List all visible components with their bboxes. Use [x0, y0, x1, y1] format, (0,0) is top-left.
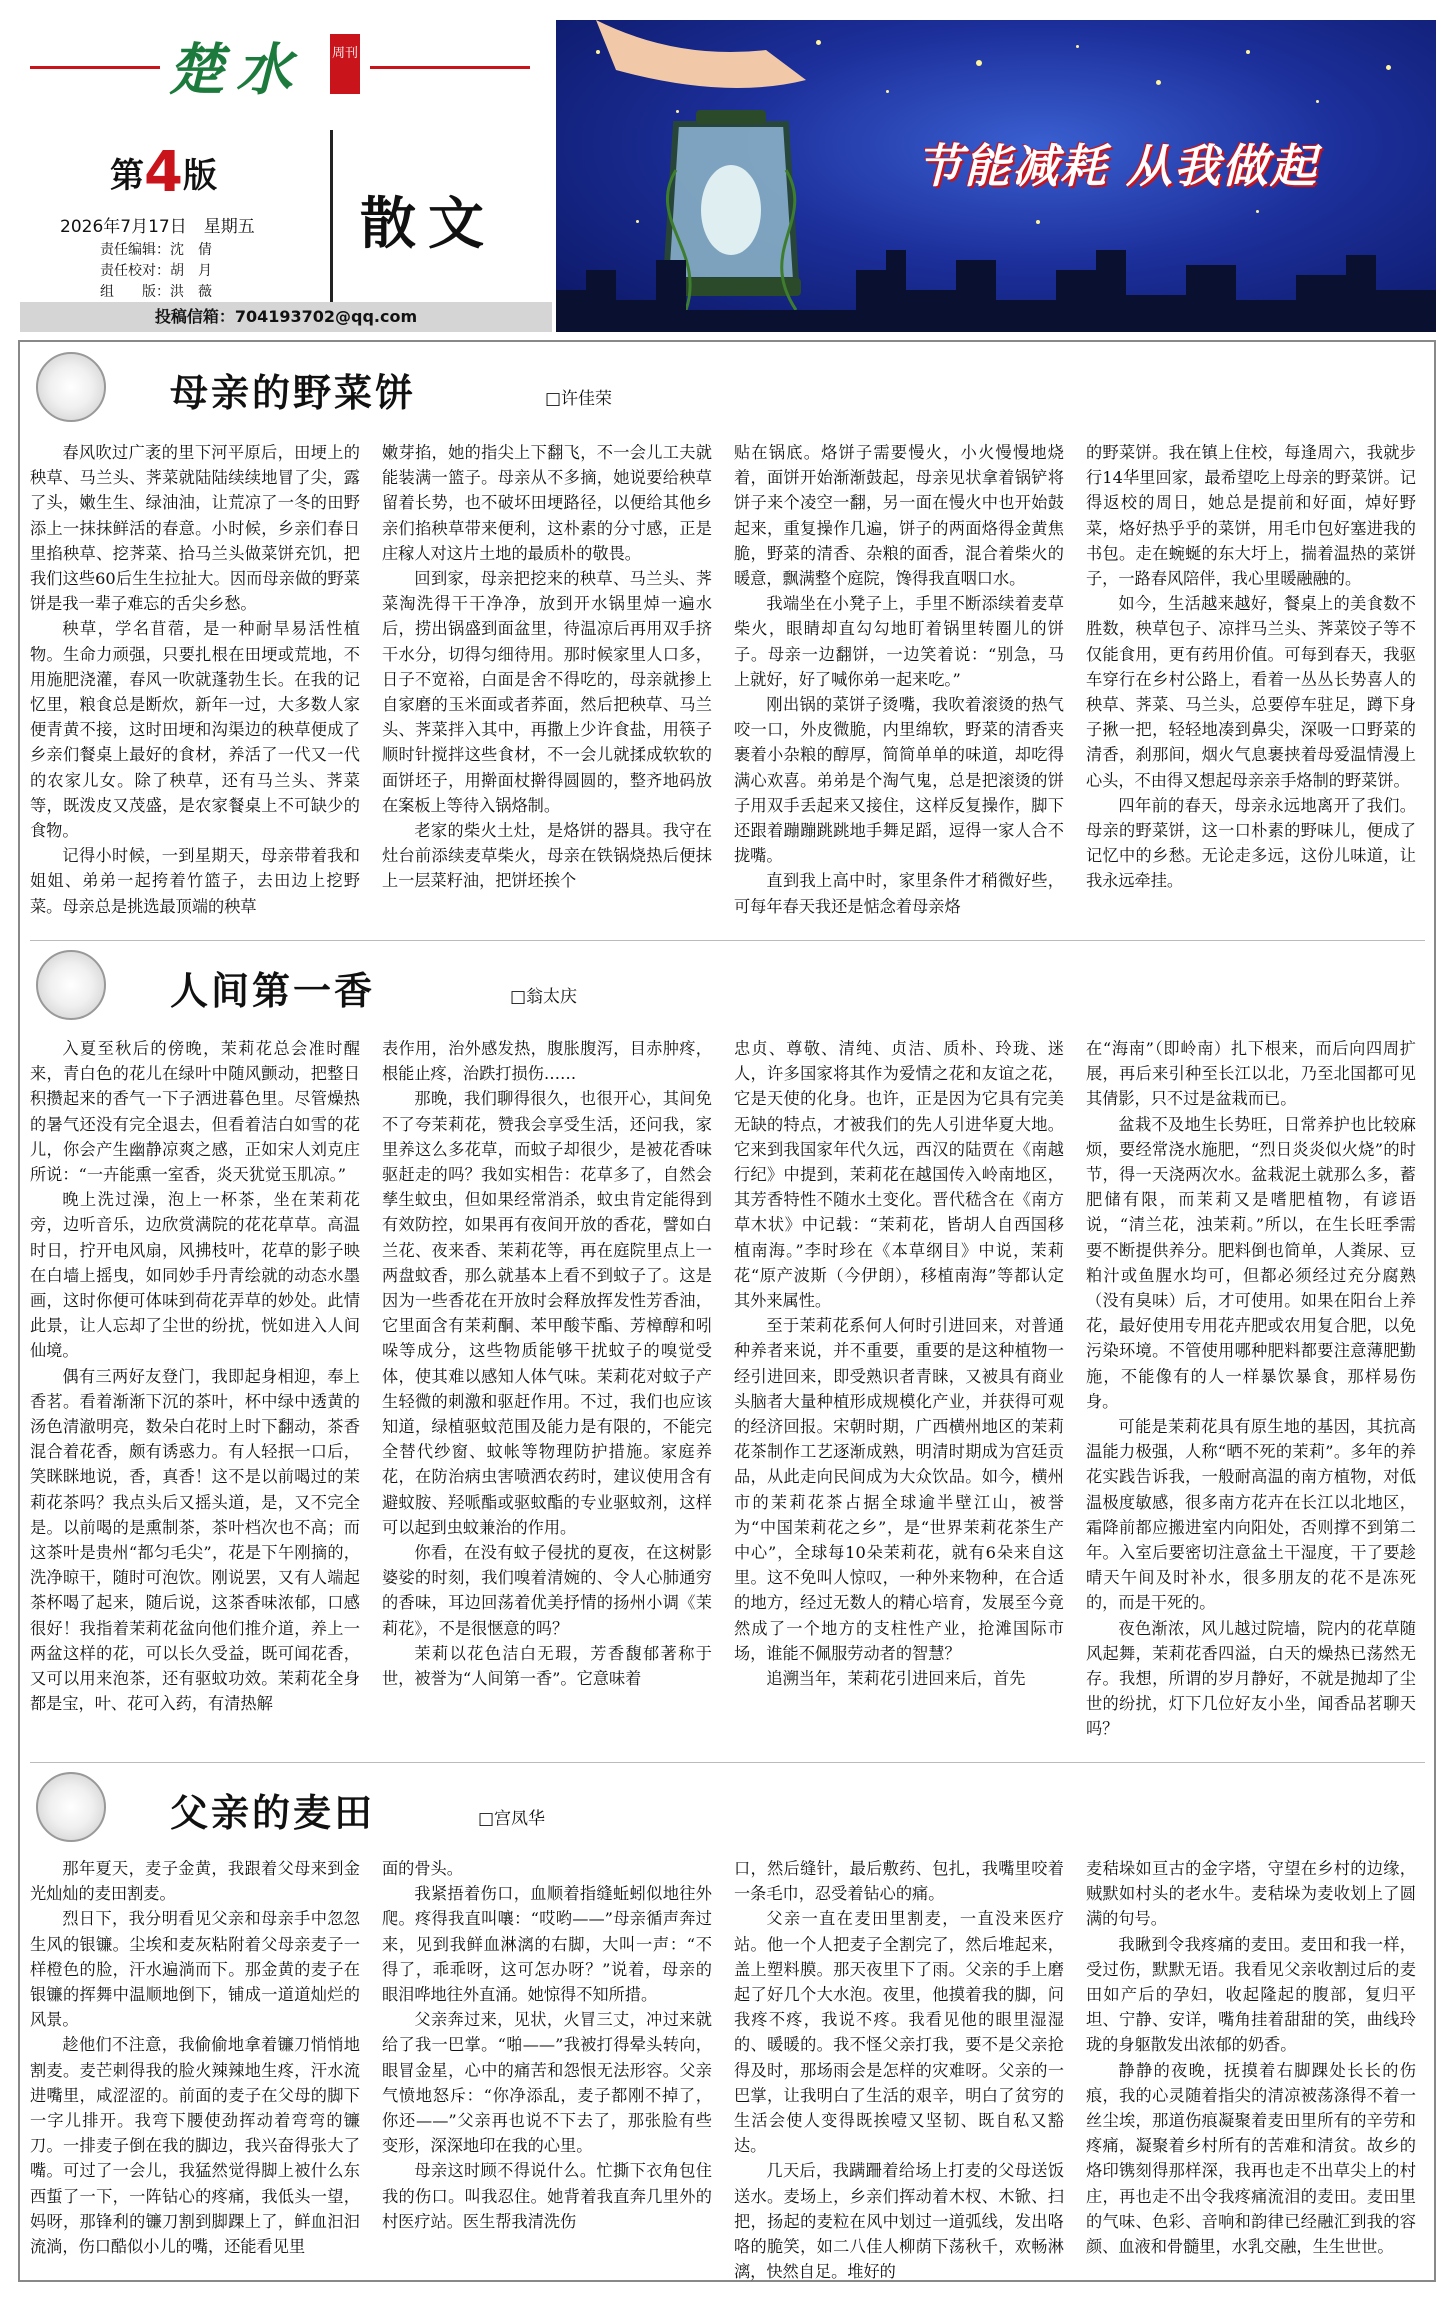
- article-title: 人间第一香: [170, 969, 376, 1013]
- section-rule: [30, 1762, 1425, 1763]
- paragraph: 四年前的春天，母亲永远地离开了我们。母亲的野菜饼，这一口朴素的野味儿，便成了记忆中的乡愁。无论走多远，这份儿味道，让我永远牵挂。: [1086, 795, 1416, 891]
- flower-icon: [36, 950, 106, 1020]
- paragraph: 盆栽不及地生长势旺，日常养护也比较麻烦，要经常浇水施肥，“烈日炎炎似火烧”的时节，得一天浇两次水。盆栽泥土就那么多，蓄肥储有限，而茉莉又是嗜肥植物，有谚语说，“清兰花，浊茉莉。”所以，在生长旺季需要不断提供养分。肥料倒也简单，人粪尿、豆粕汁或鱼腥水均可，但都必须经过充分腐熟（没有臭味）后，才可使用。如果在阳台上养花，最好使用专用花卉肥或农用复合肥，以免污染环境。不管使用哪种肥料都要注意薄肥勤施，不能像有的人一样暴饮暴食，那样易伤身。: [1086, 1114, 1416, 1411]
- article-author: □宫凤华: [478, 1809, 546, 1829]
- editor-chief: 责任编辑：沈 倩: [100, 242, 212, 258]
- submission-email[interactable]: 投稿信箱：704193702@qq.com: [20, 302, 552, 332]
- section-title: 散文: [360, 191, 496, 257]
- paragraph: 可能是茉莉花具有原生地的基因，其抗高温能力极强，人称“晒不死的茉莉”。多年的养花实践告诉我，一般耐高温的南方植物，对低温极度敏感，很多南方花卉在长江以北地区，霜降前都应搬进室内向阳处，否则撑不到第二年。入室后要密切注意盆土干湿度，干了要趁晴天午间及时补水，很多朋友的花不是冻死的，而是干死的。: [1086, 1417, 1416, 1613]
- paragraph: 父亲奔过来，见状，火冒三丈，冲过来就给了我一巴掌。“啪——”我被打得晕头转向，眼冒金星，心中的痛苦和怨恨无法形容。父亲气愤地怒斥：“你净添乱，麦子都刚不掉了，你还——”父亲再也说不下去了，那张脸有些变形，深深地印在我的心里。: [382, 2010, 712, 2156]
- paragraph: 记得小时候，一到星期天，母亲带着我和姐姐、弟弟一起挎着竹篮子，去田边上挖野菜。母亲总是挑选最顶端的秧草: [30, 846, 360, 916]
- issue-date: 2026年7月17日 星期五: [60, 217, 255, 237]
- page-number: 第4版: [110, 140, 217, 205]
- paragraph: 我端坐在小凳子上，手里不断添续着麦草柴火，眼睛却直勾勾地盯着锅里转圈儿的饼子。母亲一边翻饼，一边笑着说：“别急，马上就好，好了喊你弟一起来吃。”: [734, 594, 1064, 689]
- paragraph: 夜色渐浓，风儿越过院墙，院内的花草随风起舞，茉莉花香四溢，白天的燥热已荡然无存。我想，所谓的岁月静好，不就是抛却了尘世的纷扰，灯下几位好友小坐，闻香品茗聊天吗？: [1086, 1618, 1416, 1739]
- article-author: □许佳荣: [545, 389, 613, 409]
- logo-tag: 周刊: [330, 34, 360, 94]
- paragraph: 直到我上高中时，家里条件才稍微好些，可每年春天我还是惦念着母亲烙: [734, 871, 1064, 916]
- red-rule-right: [370, 66, 530, 69]
- flower-icon: [36, 1772, 106, 1842]
- article-column: [1086, 440, 1416, 930]
- editor-proof: 责任校对：胡 月: [100, 263, 212, 279]
- paragraph: 追溯当年，茉莉花引进回来后，首先: [766, 1669, 1026, 1689]
- paragraph: 我紧捂着伤口，血顺着指缝蚯蚓似地往外爬。疼得我直叫嚷：“哎哟——”母亲循声奔过来，见到我鲜血淋漓的右脚，大叫一声：“不得了，乖乖呀，这可怎办呀？”说着，母亲的眼泪哗地往外直涌。她惊得不知所措。: [382, 1884, 712, 2005]
- paragraph: 那年夏天，麦子金黄，我跟着父母来到金光灿灿的麦田割麦。: [30, 1859, 360, 1904]
- editor-credits: [100, 240, 212, 303]
- paragraph: 至于茉莉花系何人何时引进回来，对普通种养者来说，并不重要，重要的是这种植物一经引进回来，即受熟识者青睐，又被具有商业头脑者大量种植形成规模化产业，并获得可观的经济回报。宋朝时期，广西横州地区的茉莉花茶制作工艺逐渐成熟，明清时期成为宫廷贡品，从此走向民间成为大众饮品。如今，横州市的茉莉花茶占据全球逾半壁江山，被誉为“中国茉莉花之乡”，是“世界茉莉花茶生产中心”，全球每10朵茉莉花，就有6朵来自这里。这不免叫人惊叹，一种外来物种，在合适的地方，经过无数人的精心培育，发展至今竟然成了一个地方的支柱性产业，抢滩国际市场，谁能不佩服劳动者的智慧？: [734, 1316, 1064, 1663]
- paragraph: 静静的夜晚，抚摸着右脚踝处长长的伤痕，我的心灵随着指尖的清凉被荡涤得不着一丝尘埃，那道伤痕凝聚着麦田里所有的辛劳和疼痛，凝聚着乡村所有的苦难和清贫。故乡的烙印镌刻得那样深，我再也走不出草尖上的村庄，再也走不出令我疼痛流泪的麦田。麦田里的气味、色彩、音响和韵律已经融汇到我的容颜、血液和骨髓里，水乳交融，生生世世。: [1086, 2060, 1416, 2257]
- article-column: [734, 1036, 1064, 1752]
- paragraph: 的野菜饼。我在镇上住校，每逢周六，我就步行14华里回家，最希望吃上母亲的野菜饼。记得返校的周日，她总是提前和好面，焯好野菜，烙好热乎乎的菜饼，用毛巾包好塞进我的书包。走在蜿蜒的东大圩上，揣着温热的菜饼子，一路春风陪伴，我心里暖融融的。: [1086, 443, 1416, 589]
- article-column: [734, 440, 1064, 930]
- paragraph: 嫩芽掐，她的指尖上下翻飞，不一会儿工夫就能装满一篮子。母亲从不多摘，她说要给秧草留着长势，也不破坏田埂路径，以便给其他乡亲们掐秧草带来便利，这朴素的分寸感，正是庄稼人对这片土地的最质朴的敬畏。: [382, 443, 712, 563]
- red-rule-left: [30, 66, 160, 69]
- article-column: [1086, 1856, 1416, 2271]
- article-column: [734, 1856, 1064, 2282]
- article-column: [382, 1036, 712, 1752]
- paragraph: 烈日下，我分明看见父亲和母亲手中忽忽生风的银镰。尘埃和麦灰粘附着父母亲麦子一样橙色的脸，汗水遍淌而下。那金黄的麦子在银镰的挥舞中温顺地倒下，铺成一道道灿烂的风景。: [30, 1909, 360, 2030]
- paragraph: 老家的柴火土灶，是烙饼的器具。我守在灶台前添续麦草柴火，母亲在铁锅烧热后便抹上一层菜籽油，把饼坯挨个: [382, 821, 712, 891]
- paragraph: 偶有三两好友登门，我即起身相迎，奉上香茗。看着渐渐下沉的茶叶，杯中绿中透黄的汤色清澈明亮，数朵白花时上时下翻动，茶香混合着花香，颇有诱惑力。有人轻抿一口后，笑眯眯地说，香，真香！这不是以前喝过的茉莉花茶吗？我点头后又摇头道，是，又不完全是。以前喝的是熏制茶，茶叶档次也不高；而这茶叶是贵州“都匀毛尖”，花是下午刚摘的，洗净晾干，随时可泡饮。刚说罢，又有人端起茶杯喝了起来，随后说，这茶香味浓郁，口感很好！我指着茉莉花盆向他们推介道，养上一两盆这样的花，可以长久受益，既可闻花香，又可以用来泡茶，还有驱蚊功效。茉莉花全身都是宝，叶、花可入药，有清热解: [30, 1366, 360, 1714]
- paragraph: 那晚，我们聊得很久，也很开心，其间免不了夸茉莉花，赞我会享受生活，还问我，家里养这么多花草，而蚊子却很少，是被花香味驱赶走的吗？我如实相告：花草多了，自然会孳生蚊虫，但如果经常消杀，蚊虫肯定能得到有效防控，如果再有夜间开放的香花，譬如白兰花、夜来香、茉莉花等，再在庭院里点上一两盘蚊香，那么就基本上看不到蚊子了。这是因为一些香花在开放时会释放挥发性芳香油，它里面含有茉莉酮、苯甲酸苄酯、芳樟醇和吲哚等成分，这些物质能够干扰蚊子的嗅觉受体，使其难以感知人体气味。茉莉花对蚊子产生轻微的刺激和驱赶作用。不过，我们也应该知道，绿植驱蚊范围及能力是有限的，不能完全替代纱窗、蚊帐等物理防护措施。家庭养花，在防治病虫害喷洒农药时，建议使用含有避蚊胺、羟哌酯或驱蚊酯的专业驱蚊剂，这样可以起到虫蚊兼治的作用。: [382, 1089, 712, 1537]
- paragraph: 晚上洗过澡，泡上一杯茶，坐在茉莉花旁，边听音乐，边欣赏满院的花花草草。高温时日，拧开电风扇，风拂枝叶，花草的影子映在白墙上摇曳，如同妙手丹青绘就的动态水墨画，这时你便可体味到荷花弄草的妙处。此情此景，让人忘却了尘世的纷扰，恍如进入人间仙境。: [30, 1190, 360, 1361]
- article-author: □翁太庆: [510, 987, 578, 1007]
- banner-image: [556, 20, 1436, 332]
- paragraph: 刚出锅的菜饼子烫嘴，我吹着滚烫的热气咬一口，外皮微脆，内里绵软，野菜的清香夹裹着小杂粮的醇厚，简简单单的味道，却吃得满心欢喜。弟弟是个淘气鬼，总是把滚烫的饼子用双手丢起来又接住，这样反复操作，脚下还跟着蹦蹦跳跳地手舞足蹈，逗得一家人合不拢嘴。: [734, 695, 1064, 866]
- article-column: [1086, 1036, 1416, 1752]
- paragraph: 春风吹过广袤的里下河平原后，田埂上的秧草、马兰头、荠菜就陆陆续续地冒了尖，露了头，嫩生生、绿油油，让荒凉了一冬的田野添上一抹抹鲜活的春意。小时候，乡亲们春日里掐秧草、挖荠菜、拾马兰头做菜饼充饥，把我们这些60后生生拉扯大。因而母亲做的野菜饼是我一辈子难忘的舌尖乡愁。: [30, 443, 360, 614]
- paragraph: 在“海南”（即岭南）扎下根来，而后向四周扩展，再后来引种至长江以北，乃至北国都可见其倩影，只不过是盆栽而已。: [1086, 1039, 1416, 1109]
- paragraph: 贴在锅底。烙饼子需要慢火，小火慢慢地烧着，面饼开始渐渐鼓起，母亲见状拿着锅铲将饼子来个凌空一翻，另一面在慢火中也开始鼓起来，重复操作几遍，饼子的两面烙得金黄焦脆，野菜的清香、杂粮的面香，混合着柴火的暖意，飘满整个庭院，馋得我直咽口水。: [734, 443, 1064, 589]
- article-column: [382, 1856, 712, 2271]
- section-rule: [30, 940, 1425, 941]
- paragraph: 口，然后缝针，最后敷药、包扎，我嘴里咬着一条毛巾，忍受着钻心的痛。: [734, 1859, 1064, 1904]
- paragraph: 表作用，治外感发热，腹胀腹泻，目赤肿疼，根能止疼，治跌打损伤……: [382, 1039, 712, 1084]
- banner-slogan: 节能减耗 从我做起: [916, 139, 1319, 193]
- article-column: [382, 440, 712, 930]
- paragraph: 麦秸垛如亘古的金字塔，守望在乡村的边缘，贼默如村头的老水牛。麦秸垛为麦收划上了圆满的句号。: [1086, 1859, 1416, 1929]
- article-column: [30, 440, 360, 930]
- paragraph: 如今，生活越来越好，餐桌上的美食数不胜数，秧草包子、凉拌马兰头、荠菜饺子等不仅能食用，更有药用价值。可每到春天，我驱车穿行在乡村公路上，看着一丛丛长势喜人的秧草、荠菜、马兰头，总要停车驻足，蹲下身子揪一把，轻轻地凑到鼻尖，深吸一口野菜的清香，刹那间，烟火气息裹挟着母爱温情漫上心头，不由得又想起母亲亲手烙制的野菜饼。: [1086, 594, 1416, 790]
- paragraph: 几天后，我蹒跚着给场上打麦的父母送饭送水。麦场上，乡亲们挥动着木杈、木锨、扫把，扬起的麦粒在风中划过一道弧线，发出咯咯的脆笑，如二八佳人柳荫下荡秋千，欢畅淋漓，快然自足。堆好的: [734, 2161, 1064, 2282]
- editor-layout: 组 版：洪 薇: [100, 284, 212, 300]
- paragraph: 忠贞、尊敬、清纯、贞洁、质朴、玲珑、迷人，许多国家将其作为爱情之花和友谊之花，它是天使的化身。也许，正是因为它具有完美无缺的特点，才被我们的先人引进华夏大地。它来到我国家年代久远，西汉的陆贾在《南越行纪》中提到，茉莉花在越国传入岭南地区，其芳香特性不随水土变化。晋代嵇含在《南方草木状》中记载：“茉莉花，皆胡人自西国移植南海。”李时珍在《本草纲目》中说，茉莉花“原产波斯（今伊朗），移植南海”等都认定其外来属性。: [734, 1039, 1064, 1311]
- article-column: [30, 1036, 360, 1752]
- paragraph: 母亲这时顾不得说什么。忙撕下衣角包住我的伤口。叫我忍住。她背着我直奔几里外的村医疗站。医生帮我清洗伤: [382, 2161, 712, 2231]
- article-title: 父亲的麦田: [170, 1791, 376, 1835]
- flower-icon: [36, 352, 106, 422]
- paragraph: 你看，在没有蚊子侵扰的夏夜，在这树影婆娑的时刻，我们嗅着清婉的、令人心肺通穷的香味，耳边回荡着优美抒情的扬州小调《茉莉花》，不是很惬意的吗？: [382, 1543, 712, 1638]
- paragraph: 秧草，学名苜蓿，是一种耐旱易活性植物。生命力顽强，只要扎根在田埂或荒地，不用施肥浇灌，春风一吹就蓬勃生长。在我的记忆里，粮食总是断炊，新年一过，大多数人家便青黄不接，这时田埂和沟渠边的秧草便成了乡亲们餐桌上最好的食材，养活了一代又一代的农家儿女。除了秧草，还有马兰头、荠菜等，既泼皮又茂盛，是农家餐桌上不可缺少的食物。: [30, 619, 360, 841]
- article-title: 母亲的野菜饼: [170, 371, 417, 415]
- paragraph: 入夏至秋后的傍晚，茉莉花总会准时醒来，青白色的花儿在绿叶中随风颤动，把整日积攒起来的香气一下子洒进暮色里。尽管燥热的暑气还没有完全退去，但看着洁白如雪的花儿，你会产生幽静凉爽之感，正如宋人刘克庄所说：“一卉能熏一室香，炎天犹觉玉肌凉。”: [30, 1039, 360, 1185]
- paragraph: 面的骨头。: [382, 1859, 463, 1878]
- newspaper-logo: 楚水: [168, 37, 304, 103]
- paragraph: 茉莉以花色洁白无瑕，芳香馥郁著称于世，被誉为“人间第一香”。它意味着: [382, 1643, 712, 1689]
- paragraph: 父亲一直在麦田里割麦，一直没来医疗站。他一个人把麦子全割完了，然后堆起来，盖上塑料膜。那天夜里下了雨。父亲的手上磨起了好几个大水泡。夜里，他摸着我的脚，问我疼不疼，我说不疼。我看见他的眼里湿湿的、暖暖的。我不怪父亲打我，要不是父亲抢得及时，那场雨会是怎样的灾难呀。父亲的一巴掌，让我明白了生活的艰辛，明白了贫穷的生活会使人变得既挨噎又坚韧、既自私又豁达。: [734, 1909, 1064, 2156]
- paragraph: 趁他们不注意，我偷偷地拿着镰刀悄悄地割麦。麦芒刺得我的脸火辣辣地生疼，汗水流进嘴里，咸涩涩的。前面的麦子在父母的脚下一字儿排开。我弯下腰使劲挥动着弯弯的镰刀。一排麦子倒在我的脚边，我兴奋得张大了嘴。可过了一会儿，我猛然觉得脚上被什么东西蜇了一下，一阵钻心的疼痛，我低头一望，妈呀，那锋利的镰刀割到脚踝上了，鲜血汩汩流淌，伤口酷似小儿的嘴，还能看见里: [30, 2035, 360, 2257]
- paragraph: 我瞅到令我疼痛的麦田。麦田和我一样，受过伤，默默无语。我看见父亲收割过后的麦田如产后的孕妇，收起隆起的腹部，复归平坦、宁静、安详，嘴角挂着甜甜的笑，曲线玲珑的身躯散发出浓郁的奶香。: [1086, 1934, 1416, 2055]
- paragraph: 回到家，母亲把挖来的秧草、马兰头、荠菜淘洗得干干净净，放到开水锅里焯一遍水后，捞出锅盛到面盆里，待温凉后再用双手挤干水分，切得匀细待用。那时候家里人口多，日子不宽裕，白面是舍不得吃的，母亲就掺上自家磨的玉米面或者荞面，然后把秧草、马兰头、荠菜拌入其中，再撒上少许食盐，用筷子顺时针搅拌这些食材，不一会儿就揉成软软的面饼坯子，用擀面杖擀得圆圆的，整齐地码放在案板上等待入锅烙制。: [382, 569, 712, 815]
- article-column: [30, 1856, 360, 2271]
